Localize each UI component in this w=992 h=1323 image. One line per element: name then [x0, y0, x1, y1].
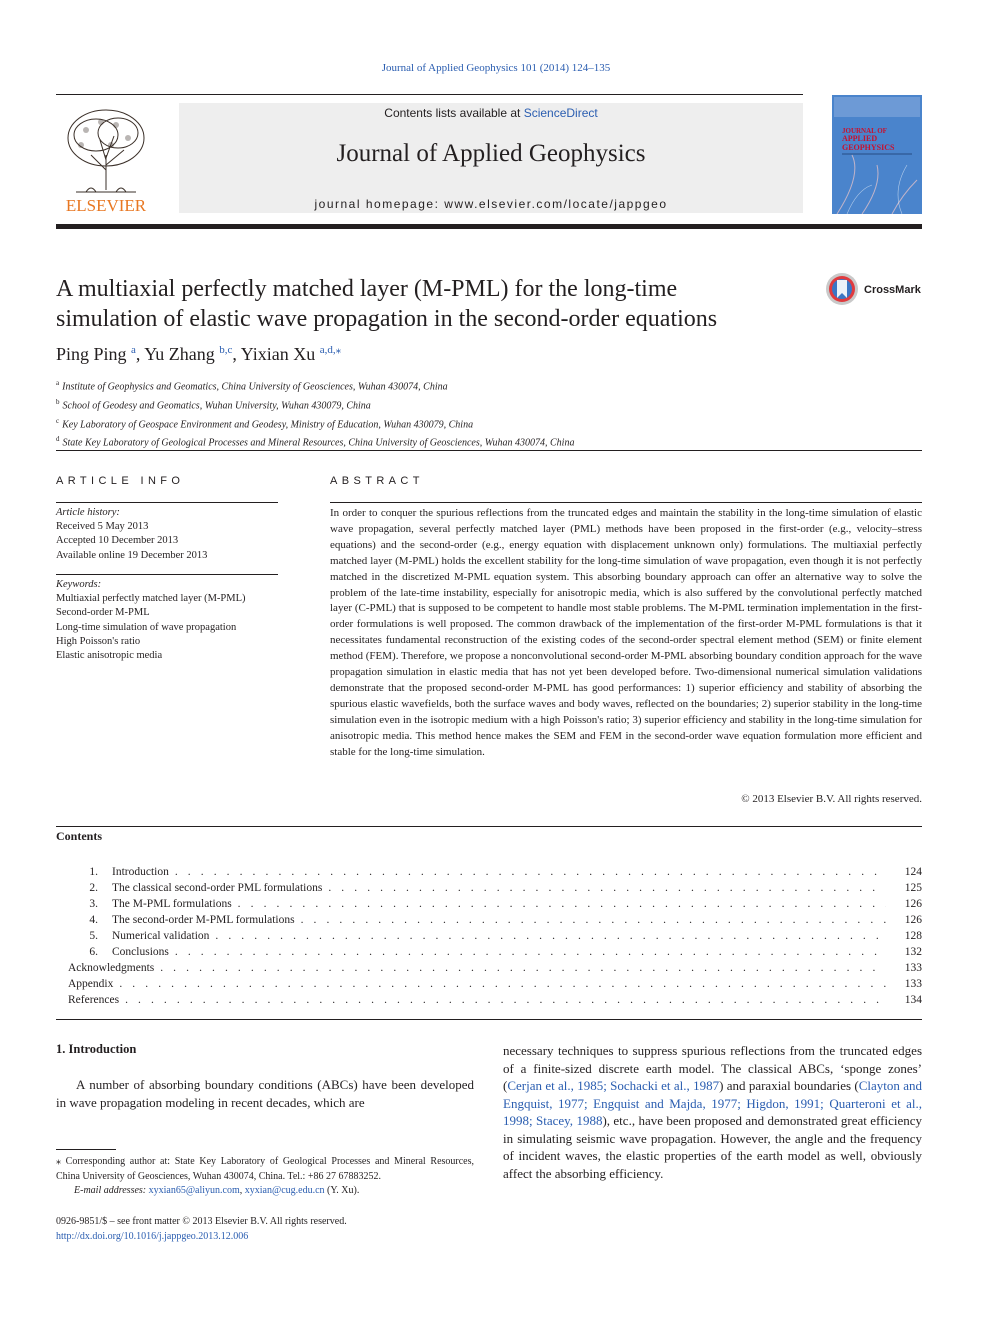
keyword-item: Second-order M-PML: [56, 607, 150, 619]
toc-leader: [125, 992, 886, 1008]
abstract-text: In order to conquer the spurious reflections from the truncated edges and maintain the stability in the long-time simulation of elastic wave propagation, several perfectly matched layer (PML) methods have been proposed in the first-order (e.g., velocity–stress equations) and the second-order (e.g., energy equation with displacement unknown only) formulations. The multiaxial perfectly matched layer (M-PML) holds the excellent stability for the long-time simulation of wave propagation, even though it is not perfectly matched in the discretized M-PML equation system. This absorbing boundary approach can offer an alternative way to solve the problem of the late-time instability, especially for anisotropic media, which is also suffered by the convolutional perfectly matched layer (C-PML) that is supposed to be competent to handle most stable problems. The M-PML termination implementation in the first-order formulations is well proposed. The common drawback of the implementation of the first-order M-PML formulations is that it necessitates fundamental reconstruction of the existing codes of the second-order spectral element method (SEM) or finite element method (FEM). Therefore, we propose a nonconvolutional second-order M-PML absorbing boundary condition approach for the wave propagation simulation in elastic media that has not yet been developed before. Two-dimensional numerical simulation validations demonstrate that the proposed second-order M-PML has good performances: 1) superior efficiency and stability of absorbing the spurious elastic wavefields, both the surface waves and body waves, reflected on the boundaries; 2) superior stability in the long-time simulation even in the isotropic medium with a high Poisson's ratio; 3) superior efficiency and stability in the long-time simulation for anisotropic media. This method hence makes the SEM and FEM in the second-order wave equation formulation more efficient and stable for the long-time simulation.: [330, 507, 922, 758]
affiliation-item: [56, 376, 574, 395]
contents-heading: Contents: [56, 829, 103, 843]
affiliation-item: [56, 395, 574, 414]
header-thick-rule: [56, 224, 922, 229]
toc-entry[interactable]: [56, 896, 922, 912]
toc-title: The classical second-order PML formulations: [112, 882, 323, 894]
keywords: [56, 578, 246, 663]
toc-title: The second-order M-PML formulations: [112, 914, 295, 926]
footnote-text: ⁎ Corresponding author at: State Key Laboratory of Geological Processes and Mineral Resources, China University of Geosciences, Wuhan 430074, China. Tel.: +86 27 67883252.: [56, 1156, 474, 1182]
received-date: Received 5 May 2013: [56, 521, 149, 533]
toc-number: 5.: [89, 930, 98, 942]
crossmark-label: CrossMark: [864, 284, 921, 296]
divider: [56, 450, 922, 451]
toc-title: References: [68, 994, 120, 1006]
footnote-rule: [56, 1149, 116, 1150]
keyword-item: Elastic anisotropic media: [56, 650, 163, 662]
toc-entry[interactable]: [56, 880, 922, 896]
toc-page: 126: [904, 898, 922, 910]
affiliation-text: School of Geodesy and Geomatics, Wuhan University, Wuhan 430079, China: [62, 400, 371, 412]
email-separator: ,: [239, 1185, 245, 1196]
divider: [330, 502, 922, 503]
toc-page: 126: [904, 914, 922, 926]
author-name[interactable]: Ping Ping: [56, 344, 127, 364]
toc-number: 3.: [89, 898, 98, 910]
toc-entry[interactable]: [56, 944, 922, 960]
toc-leader: [175, 864, 886, 880]
issn-line: 0926-9851/$ – see front matter © 2013 Elsevier B.V. All rights reserved.: [56, 1216, 347, 1227]
toc-title: The M-PML formulations: [112, 898, 232, 910]
elsevier-logo[interactable]: [56, 100, 156, 215]
toc-number: 6.: [89, 946, 98, 958]
email-line: [56, 1184, 474, 1199]
toc-title: Numerical validation: [112, 930, 210, 942]
email-label: E-mail addresses:: [74, 1185, 149, 1196]
toc-page: 124: [904, 866, 922, 878]
toc-title: Conclusions: [112, 946, 169, 958]
cover-line2: APPLIED: [842, 134, 878, 143]
corresponding-author-footnote: [56, 1155, 474, 1199]
online-date: Available online 19 December 2013: [56, 549, 208, 561]
author-name[interactable]: Yixian Xu: [240, 344, 316, 364]
history-label: Article history:: [56, 507, 120, 518]
toc-entry[interactable]: [56, 912, 922, 928]
toc-entry[interactable]: [56, 976, 922, 992]
author-affiliation-marker[interactable]: b,c: [219, 344, 233, 356]
elsevier-wordmark: ELSEVIER: [65, 196, 147, 215]
email-link[interactable]: xyxian65@aliyun.com: [148, 1185, 240, 1196]
toc-number: 1.: [89, 866, 98, 878]
cover-line3: GEOPHYSICS: [842, 143, 895, 152]
toc-entry[interactable]: [56, 992, 922, 1008]
abstract-copyright: © 2013 Elsevier B.V. All rights reserved.: [741, 793, 922, 805]
journal-title: Journal of Applied Geophysics: [336, 140, 646, 167]
author-separator: ,: [232, 344, 241, 364]
crossmark-icon: [824, 271, 924, 307]
toc-title: Acknowledgments: [68, 962, 155, 974]
intro-text: ), etc., have been proposed and demonstrated great efficiency in simulating seismic wave propagation. However, the angle and the frequency of incident waves, the elastic properties of the earth model as well, obviously affect the absorbing efficiency.: [503, 1113, 923, 1181]
divider: [56, 826, 922, 827]
affiliation-key: c: [56, 416, 60, 425]
divider: [56, 1019, 922, 1020]
elsevier-tree-icon: [56, 100, 156, 215]
issn-block: [56, 1214, 347, 1244]
toc-leader: [328, 880, 886, 896]
section-heading-introduction: 1. Introduction: [56, 1042, 137, 1056]
article-info-heading: ARTICLE INFO: [56, 475, 185, 487]
toc-title: Introduction: [112, 866, 169, 878]
affiliation-text: Key Laboratory of Geospace Environment and Geodesy, Ministry of Education, Wuhan 430079, China: [62, 418, 474, 430]
intro-paragraph-right: [503, 1042, 922, 1182]
toc-page: 125: [904, 882, 922, 894]
article-history: [56, 506, 207, 563]
email-suffix: (Y. Xu).: [324, 1185, 360, 1196]
cover-line1: JOURNAL OF: [842, 127, 887, 135]
intro-paragraph-left: A number of absorbing boundary conditions (ABCs) have been developed in wave propagation modeling in recent decades, which are: [56, 1077, 474, 1110]
affiliation-item: [56, 432, 574, 451]
affiliation-item: [56, 414, 574, 433]
toc-page: 133: [904, 962, 922, 974]
toc-page: 134: [904, 994, 922, 1006]
email-link[interactable]: xyxian@cug.edu.cn: [244, 1185, 325, 1196]
toc-page: 132: [904, 946, 922, 958]
crossmark-button[interactable]: [824, 271, 924, 307]
toc-leader: [175, 944, 886, 960]
author-affiliation-marker[interactable]: a,d,⁎: [319, 344, 342, 356]
author-name[interactable]: Yu Zhang: [144, 344, 215, 364]
toc-title: Appendix: [68, 978, 114, 990]
author-affiliation-marker[interactable]: a: [131, 344, 136, 356]
affiliation-key: d: [56, 435, 60, 444]
affiliation-list: [56, 376, 574, 451]
abstract-heading: ABSTRACT: [330, 475, 424, 487]
cover-art: [832, 95, 922, 214]
toc-leader: [160, 960, 886, 976]
keyword-item: Long-time simulation of wave propagation: [56, 621, 237, 633]
article-title-line1: A multiaxial perfectly matched layer (M-PML) for the long-time: [56, 276, 678, 302]
citation-link[interactable]: Clayton and Engquist, 1977; Engquist and Majda, 1977; Higdon, 1991; Quarteroni et al., 1998; Stacey, 1988: [503, 1078, 922, 1128]
citation-link[interactable]: Cerjan et al., 1985; Sochacki et al., 1987: [507, 1078, 720, 1093]
article-title: [56, 274, 796, 334]
intro-text: necessary techniques to suppress spurious reflections from the truncated edges of a finite-sized discrete earth model. The classical ABCs, ‘sponge zones’ (: [503, 1043, 922, 1093]
keyword-item: High Poisson's ratio: [56, 635, 141, 647]
affiliation-text: State Key Laboratory of Geological Processes and Mineral Resources, China University of Geosciences, Wuhan 430074, China: [62, 437, 575, 449]
affiliation-key: b: [56, 397, 60, 406]
author-separator: ,: [135, 344, 145, 364]
accepted-date: Accepted 10 December 2013: [56, 535, 179, 547]
table-of-contents: [56, 864, 922, 1008]
toc-leader: [119, 976, 886, 992]
journal-cover-thumbnail[interactable]: [832, 95, 922, 214]
divider: [56, 502, 278, 503]
article-title-line2: simulation of elastic wave propagation in the second-order equations: [56, 306, 718, 332]
toc-number: 2.: [89, 882, 98, 894]
keywords-label: Keywords:: [56, 579, 102, 590]
toc-leader: [215, 928, 886, 944]
abstract-body: [330, 506, 922, 761]
author-list: [56, 343, 341, 365]
keyword-item: Multiaxial perfectly matched layer (M-PML): [56, 593, 246, 605]
toc-leader: [301, 912, 886, 928]
toc-page: 133: [904, 978, 922, 990]
contents-available-line: [179, 106, 803, 120]
toc-entry[interactable]: [56, 928, 922, 944]
toc-entry[interactable]: [56, 864, 922, 880]
toc-number: 4.: [89, 914, 98, 926]
divider: [56, 574, 278, 575]
toc-entry[interactable]: [56, 960, 922, 976]
header-top-rule: [56, 94, 803, 95]
affiliation-key: a: [56, 379, 60, 387]
journal-homepage[interactable]: journal homepage: www.elsevier.com/locate/jappgeo: [314, 197, 668, 211]
doi-link[interactable]: http://dx.doi.org/10.1016/j.jappgeo.2013.12.006: [56, 1231, 249, 1242]
affiliation-text: Institute of Geophysics and Geomatics, China University of Geosciences, Wuhan 430074, China: [62, 381, 448, 393]
contents-prefix: Contents lists available at: [384, 106, 524, 120]
intro-text: ) and paraxial boundaries (: [719, 1078, 859, 1093]
toc-page: 128: [904, 930, 922, 942]
toc-leader: [238, 896, 886, 912]
sciencedirect-link[interactable]: ScienceDirect: [523, 106, 598, 120]
journal-citation[interactable]: Journal of Applied Geophysics 101 (2014) 124–135: [381, 62, 611, 74]
